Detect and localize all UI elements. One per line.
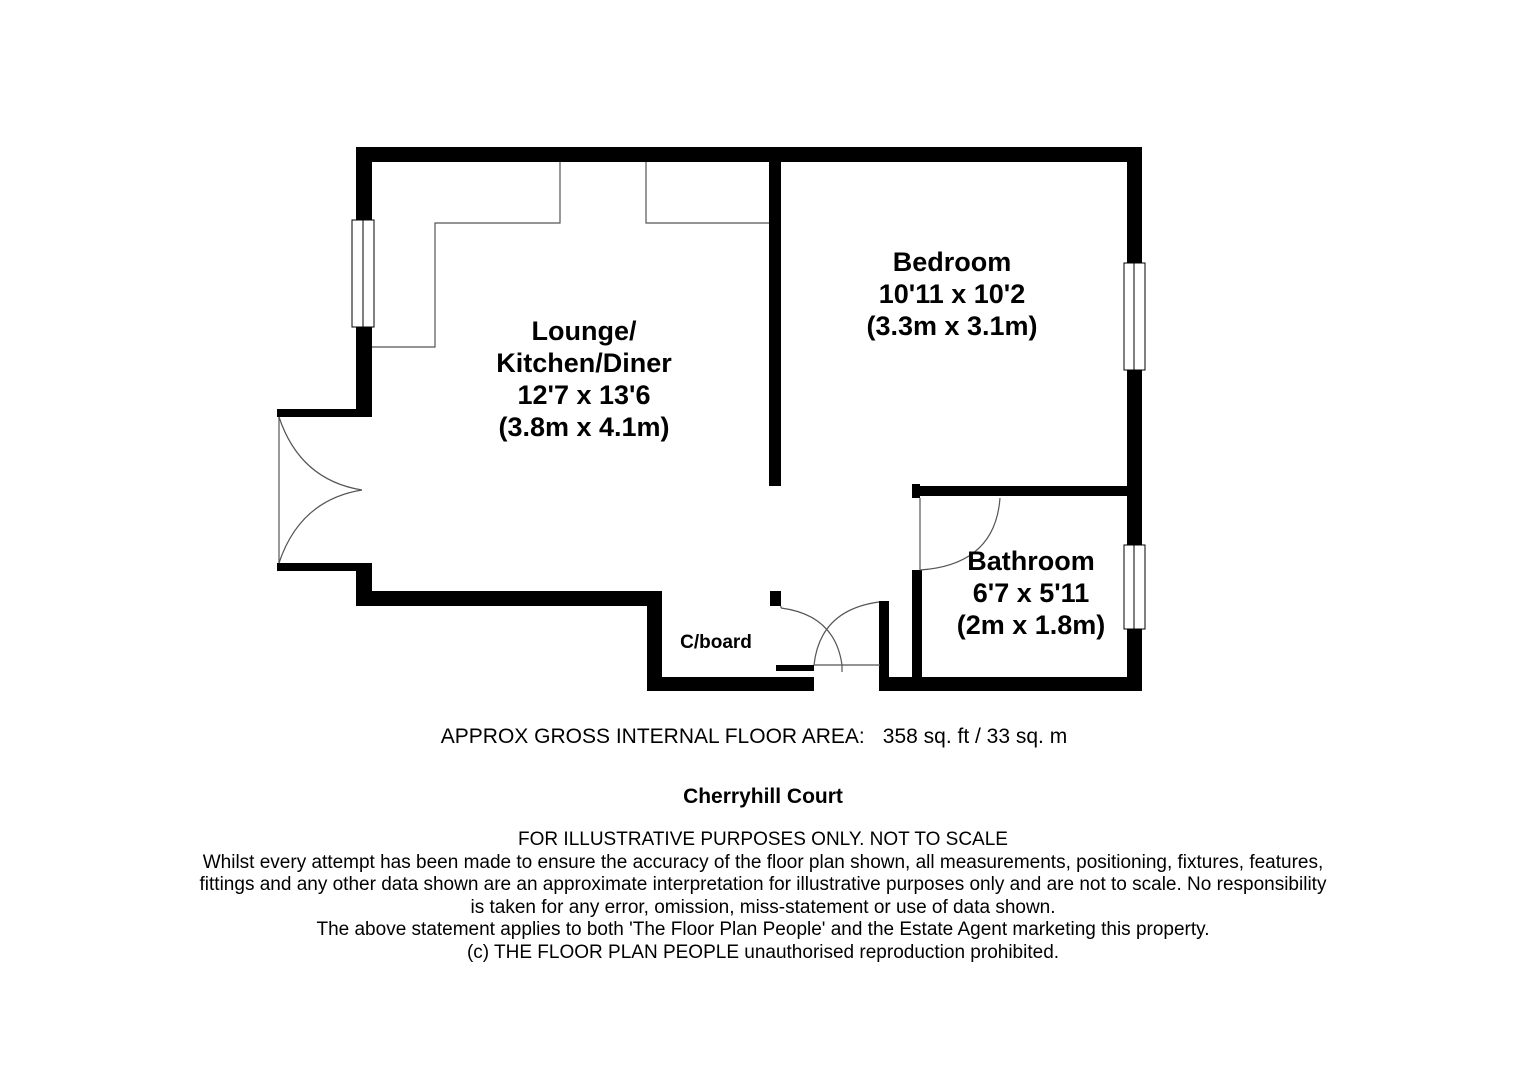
room-label-bedroom	[866, 247, 1037, 341]
wall-bottom-left	[356, 591, 662, 606]
disclaimer-line: (c) THE FLOOR PLAN PEOPLE unauthorised reproduction prohibited.	[466, 941, 1060, 963]
wall-bathroom-left	[912, 570, 922, 691]
wall-partition-lounge-bedroom	[769, 147, 781, 486]
wall-cupboard-left	[647, 591, 662, 691]
disclaimer-line: FOR ILLUSTRATIVE PURPOSES ONLY. NOT TO SCALE	[518, 829, 1008, 850]
bathroom-name: Bathroom	[967, 546, 1095, 576]
bedroom-name: Bedroom	[892, 247, 1012, 277]
wall-bathroom-top-stub	[912, 484, 920, 498]
lounge-dimensions-metric: (3.8m x 4.1m)	[498, 412, 670, 442]
room-label-lounge	[496, 316, 672, 442]
doors	[279, 417, 1000, 672]
room-label-bathroom	[957, 546, 1106, 640]
wall-cupboard-door-frame	[776, 665, 814, 671]
disclaimer-line: is taken for any error, omission, miss-statement or use of data shown.	[470, 896, 1056, 918]
bathroom-dimensions-imperial: 6'7 x 5'11	[972, 578, 1090, 608]
lounge-dimensions-imperial: 12'7 x 13'6	[517, 380, 651, 410]
lounge-name-line2: Kitchen/Diner	[496, 348, 672, 378]
wall-bathroom-top	[912, 486, 1142, 496]
bathroom-dimensions-metric: (2m x 1.8m)	[956, 610, 1106, 640]
room-label-cupboard: C/board	[680, 632, 752, 653]
disclaimer-line: The above statement applies to both 'The Floor Plan People' and the Estate Agent marketing this property.	[316, 919, 1210, 940]
bedroom-dimensions-metric: (3.3m x 3.1m)	[866, 311, 1038, 341]
lounge-name-line1: Lounge/	[531, 316, 637, 346]
floor-area	[0, 725, 1526, 749]
wall-left-jog-upper	[277, 409, 372, 417]
bedroom-dimensions-imperial: 10'11 x 10'2	[878, 279, 1026, 309]
disclaimer-line: fittings and any other data shown are an approximate interpretation for illustrative purposes only and are not to scale. No responsibility	[199, 874, 1327, 895]
property-name: Cherryhill Court	[683, 785, 843, 808]
wall-top	[356, 147, 1142, 162]
disclaimer	[0, 829, 1526, 964]
disclaimer-line: Whilst every attempt has been made to ensure the accuracy of the floor plan shown, all measurements, positioning, fixtures, features,	[202, 851, 1324, 873]
wall-cupboard-top-stub	[770, 591, 781, 606]
floor-area-label: APPROX GROSS INTERNAL FLOOR AREA:	[440, 725, 865, 748]
floor-area-value: 358 sq. ft / 33 sq. m	[882, 725, 1068, 748]
wall-cupboard-bottom	[647, 677, 814, 691]
